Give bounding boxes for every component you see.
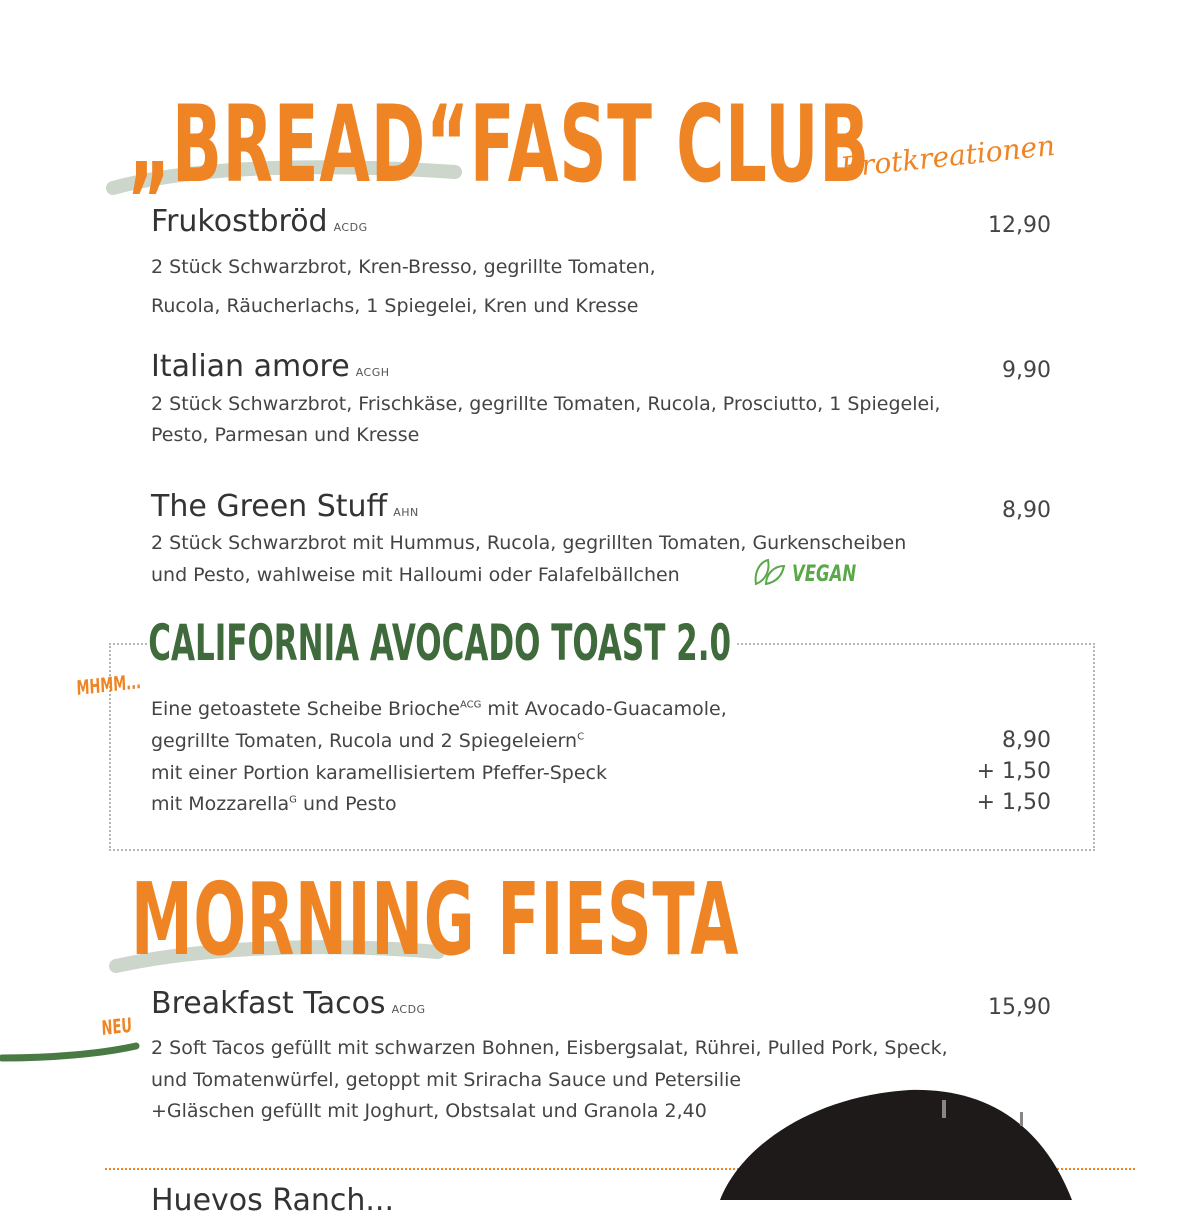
special-text: mit Avocado-Guacamole,	[481, 698, 727, 720]
item-name-text: Frukostbröd	[151, 204, 328, 239]
section-title-morning-fiesta: MORNING FIESTA	[131, 861, 740, 978]
item-desc-line: 2 Stück Schwarzbrot, Frischkäse, gegrillte Tomaten, Rucola, Prosciutto, 1 Spiegelei,	[151, 393, 941, 415]
special-note-mhmm: MHMM...	[76, 669, 142, 700]
item-desc-line: 2 Stück Schwarzbrot mit Hummus, Rucola, gegrillten Tomaten, Gurkenscheiben	[151, 532, 907, 554]
special-title: CALIFORNIA AVOCADO TOAST 2.0	[147, 618, 737, 668]
leaf-icon	[752, 558, 788, 588]
special-price: 8,90	[1002, 728, 1051, 753]
item-name-partial: Huevos Ranch...	[151, 1183, 395, 1218]
item-name-frukostbrod	[151, 204, 368, 239]
item-name-italian-amore	[151, 349, 390, 384]
green-brush-stroke	[0, 1036, 140, 1068]
special-text: gegrillte Tomaten, Rucola und 2 Spiegeleiern	[151, 730, 578, 752]
item-desc-line: +Gläschen gefüllt mit Joghurt, Obstsalat und Granola 2,40	[151, 1100, 707, 1122]
special-desc-line-2	[151, 730, 584, 753]
special-text: Eine getoastete Scheibe Brioche	[151, 698, 460, 720]
allergen-codes: ACDG	[391, 1003, 426, 1016]
new-badge: NEU	[101, 1012, 133, 1040]
item-desc-line: und Tomatenwürfel, getoppt mit Sriracha Sauce und Petersilie	[151, 1069, 742, 1091]
allergen-codes: AHN	[393, 506, 419, 519]
special-text: und Pesto	[296, 793, 397, 815]
item-desc-line: Pesto, Parmesan und Kresse	[151, 424, 420, 446]
item-name-text: Italian amore	[151, 349, 350, 384]
item-price-italian-amore: 9,90	[1002, 358, 1051, 383]
item-price-frukostbrod: 12,90	[988, 213, 1051, 238]
section-note-brotkreationen: Brotkreationen	[838, 128, 1057, 185]
item-name-breakfast-tacos	[151, 986, 426, 1021]
allergen-sup: C	[577, 731, 585, 743]
special-addon-mozzarella	[151, 793, 397, 816]
allergen-sup: ACG	[459, 699, 482, 711]
allergen-sup: G	[289, 794, 297, 806]
item-desc-line: und Pesto, wahlweise mit Halloumi oder Falafelbällchen	[151, 564, 680, 586]
item-price-breakfast-tacos: 15,90	[988, 995, 1051, 1020]
item-name-text: Breakfast Tacos	[151, 986, 386, 1021]
item-name-text: The Green Stuff	[151, 489, 388, 524]
special-addon-speck: mit einer Portion karamellisiertem Pfeffer-Speck	[151, 762, 607, 784]
special-desc-line-1	[151, 698, 727, 721]
vegan-tag: VEGAN	[792, 562, 857, 587]
food-photo	[720, 1088, 1080, 1200]
item-desc-line: Rucola, Räucherlachs, 1 Spiegelei, Kren und Kresse	[151, 295, 639, 317]
item-desc-line: 2 Stück Schwarzbrot, Kren-Bresso, gegrillte Tomaten,	[151, 256, 656, 278]
special-addon-speck-price: + 1,50	[976, 759, 1051, 784]
section-title-bread-fast-club: „BREAD“FAST CLUB	[128, 83, 870, 206]
allergen-codes: ACDG	[333, 221, 368, 234]
item-name-green-stuff	[151, 489, 419, 524]
special-text: mit Mozzarella	[151, 793, 290, 815]
allergen-codes: ACGH	[355, 366, 390, 379]
item-price-green-stuff: 8,90	[1002, 498, 1051, 523]
item-desc-line: 2 Soft Tacos gefüllt mit schwarzen Bohnen, Eisbergsalat, Rührei, Pulled Pork, Speck,	[151, 1037, 948, 1059]
special-addon-mozzarella-price: + 1,50	[976, 790, 1051, 815]
